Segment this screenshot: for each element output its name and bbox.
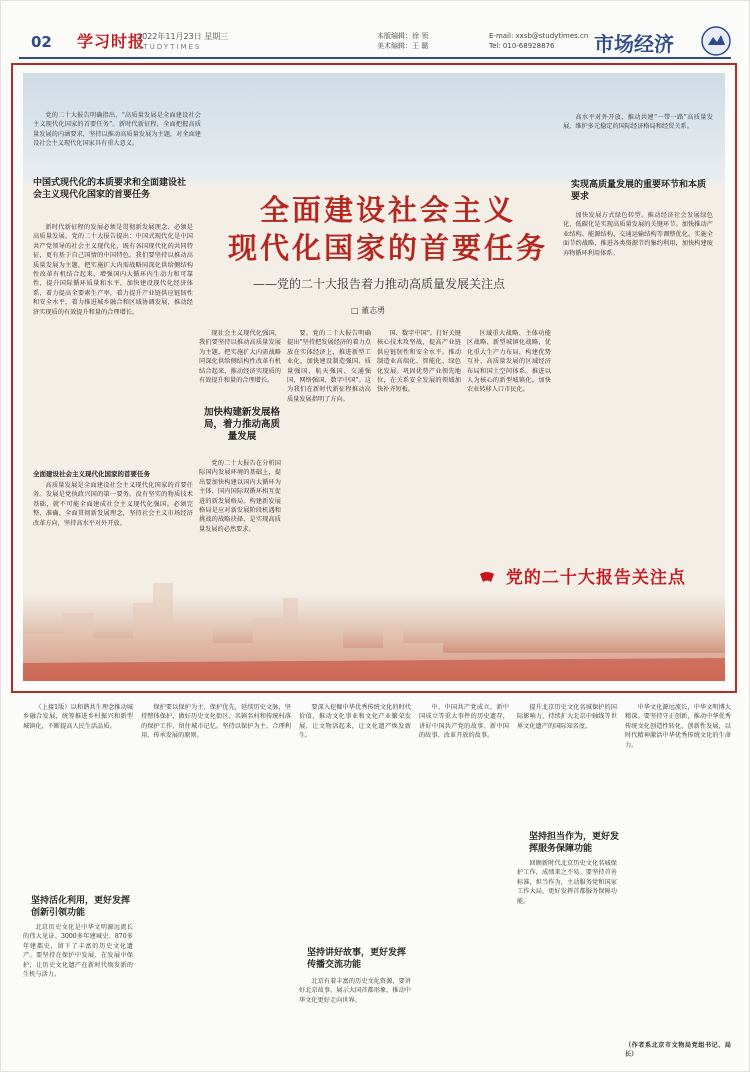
- subheadline: ——党的二十大报告着力推动高质量发展关注点: [253, 277, 506, 291]
- lower-column-1-top: [23, 703, 133, 823]
- editor-line: 本版编辑：徐 领: [377, 32, 429, 40]
- headline-line-1: 全面建设社会主义: [259, 193, 516, 227]
- feature-article: [23, 73, 725, 681]
- column-2b: [199, 459, 281, 589]
- lead-text: 党的二十大报告明确指出，“高质量发展是全面建设社会主义现代化国家的首要任务”。新时代新征程，全面把握高质量发展的内涵要求，坚持以推动高质量发展为主题，对全面建设社会主义现代化国家具有重大意义。: [33, 112, 201, 148]
- lower-column-3: [299, 703, 411, 923]
- section-seal-icon: [699, 25, 733, 57]
- headline-line-2: 现代化国家的首要任务: [227, 231, 548, 265]
- section-title: 市场经济: [594, 32, 674, 56]
- lead-paragraph: [33, 111, 201, 167]
- column-5-text: 区域重大战略、主体功能区战略、新型城镇化战略，优化重大生产力布局，构建优势互补、高质量发展的区域经济布局和国土空间体系。推进以人为核心的新型城镇化，加快农业转移人口市民化。: [467, 330, 551, 394]
- column-1-text: 新时代新征程的发展必须是贯彻新发展理念、必须是高质量发展。党的二十大报告提出：中国式现代化是中国共产党领导的社会主义现代化，既有各国现代化的共同特征，更有基于自己国情的中国特色。我们要坚持以推动高质量发展为主题，把实施扩大内需战略同深化供给侧结构性改革有机结合起来，增强国内大循环内生动力和可靠性，提升国际循环质量和水平，加快建设现代化经济体系，着力提高全要素生产率，着力提升产业链供应链韧性和安全水平，着力推进城乡融合和区域协调发展，推动经济实现质的有效提升和量的合理增长。: [33, 224, 193, 316]
- column-2b-text: 党的二十大报告在分析国际国内发展环境的基础上，提出要加快构建以国内大循环为主体、国内国际双循环相互促进的新发展格局。构建新发展格局是应对新发展阶段机遇和挑战的战略抉择，是实现高质量发展的必然要求。: [199, 460, 281, 533]
- headline: [173, 191, 603, 267]
- brand-latin: STUDYTIMES: [137, 43, 202, 51]
- lower-column-5-text: 提升北京历史文化名城保护的国际影响力，持续扩大北京中轴线等世界文化遗产的国际知名度。: [517, 704, 617, 730]
- column-3: [287, 329, 371, 589]
- lower-column-6-text: 中华文化源远流长，中华文明博大精深。要坚持守正创新，推动中华优秀传统文化创造性转化、创新性发展，以时代精神激活中华优秀传统文化的生命力。: [625, 704, 731, 749]
- column-2-text: 现社会主义现代化强国，我们要坚持以推动高质量发展为主题，把实施扩大内需战略同深化供给侧结构性改革有机结合起来，推动经济实现质的有效提升和量的合理增长。: [199, 330, 281, 385]
- lower-column-1: [23, 923, 133, 1063]
- section-heading-2: 加快构建新发展格局，着力推动高质量发展: [203, 407, 280, 442]
- column-6-text: 加快发展方式绿色转型。推动经济社会发展绿色化、低碳化是实现高质量发展的关键环节。加快推动产业结构、能源结构、交通运输结构等调整优化。实施全面节约战略，推进各类资源节约集约利用，加快构建废弃物循环利用体系。: [563, 212, 713, 257]
- author-note: （作者系北京市文物局党组书记、局长）: [625, 1042, 731, 1059]
- column-1b: [33, 481, 193, 591]
- editor-credits: [377, 31, 428, 51]
- lower-column-1-top-text: （上接1版）以和谐共生理念推动城乡融合发展，统筹推进乡村振兴和新型城镇化，不断提高人民生活品质。: [23, 704, 133, 730]
- column-5: [467, 329, 551, 529]
- column-4: [377, 329, 461, 589]
- lower-heading-a: 坚持活化利用，更好发挥创新引领功能: [31, 896, 131, 918]
- page-number: 02: [31, 33, 52, 51]
- column-1b-text: 高质量发展是全面建设社会主义现代化国家的首要任务。发展是党执政兴国的第一要务。没有坚实的物质技术基础，就不可能全面建成社会主义现代化强国。必须完整、准确、全面贯彻新发展理念，坚持社会主义市场经济改革方向，坚持高水平对外开放。: [33, 482, 193, 527]
- column-6: [563, 211, 713, 491]
- series-stamp: [479, 563, 686, 588]
- ribbon-icon: [479, 570, 495, 586]
- newspaper-brand: 学习时报: [77, 32, 146, 51]
- lower-column-3b-text: 北京有着丰富的历史文化资源，要讲好北京故事，展示大国首都形象，推动中华文化更好走向世界。: [299, 978, 411, 1004]
- lower-column-3b: [299, 977, 411, 1063]
- issue-date: 2022年11月23日 星期三: [137, 32, 229, 41]
- lower-heading-c: 坚持担当作为，更好发挥服务保障功能: [529, 832, 620, 854]
- lower-column-2-text: 保护要以保护为主、保护优先，延续历史文脉，坚持整体保护，做好历史文化街区、名镇名村和传统村落的保护工作，留住城市记忆。坚持以保护为主、合理利用、传承发展的原则。: [141, 704, 291, 740]
- lower-column-4-text: 中、中国共产党成立、新中国成立等重大事件的历史遗存，讲好中国共产党的故事、新中国的故事、改革开放的故事。: [419, 704, 509, 740]
- column-6-top-text: 高水平对外开放，推动共建“一带一路”高质量发展，维护多元稳定的国际经济格局和经贸关系。: [563, 114, 713, 131]
- column-3-text: 要。党的二十大报告明确提出“坚持把发展经济的着力点放在实体经济上，推进新型工业化，加快建设制造强国、质量强国、航天强国、交通强国、网络强国、数字中国”。这为我们在新时代新征程推动高质量发展指明了方向。: [287, 330, 371, 403]
- lower-column-3-text: 要深入挖掘中华优秀传统文化的时代价值，推动文化事业和文化产业繁荣发展，让文物活起来，让文化遗产焕发新生。: [299, 704, 411, 740]
- lower-column-1-text: 北京历史文化是中华文明源远流长的伟大见证。3000多年建城史、870多年建都史，留下了丰富的历史文化遗产。要坚持在保护中发展、在发展中保护，让历史文化遗产在新时代焕发新的生机与活力。: [23, 924, 133, 979]
- column-4-text: 国、数字中国”。打好关键核心技术攻坚战，提高产业链供应链韧性和安全水平。推动制造业高端化、智能化、绿色化发展。巩固优势产业领先地位，在关系安全发展的领域加快补齐短板。: [377, 330, 461, 394]
- lower-column-5: [517, 703, 617, 813]
- column-6-top: [563, 113, 713, 169]
- lower-column-4: [419, 703, 509, 1063]
- section-heading-3: 实现高质量发展的重要环节和本质要求: [571, 180, 707, 202]
- lower-column-5b: [517, 859, 617, 1063]
- editor-line: 美术编辑：王 璐: [377, 42, 429, 50]
- lower-column-6: [625, 703, 731, 1033]
- phone-line: Tel: 010-68928876: [489, 42, 555, 50]
- column-1-subhead: 全面建设社会主义现代化国家的首要任务: [33, 470, 150, 478]
- contact-info: [489, 31, 588, 51]
- lower-heading-b: 坚持讲好故事，更好发挥传播交流功能: [307, 948, 407, 970]
- byline: □ 董志勇: [351, 306, 386, 315]
- masthead: [19, 25, 731, 59]
- lower-column-5b-text: 回顾新时代北京历史文化名城保护工作，成绩来之不易。要坚持首善标准，担当作为，主动服务党和国家工作大局，更好发挥首都服务保障功能。: [517, 860, 617, 905]
- stamp-text: 党的二十大报告关注点: [505, 568, 686, 588]
- column-1: [33, 223, 193, 463]
- section-heading-1: 中国式现代化的本质要求和全面建设社会主义现代化国家的首要任务: [33, 178, 187, 200]
- column-2: [199, 329, 281, 401]
- email-line: E-mail: xxsb@studytimes.cn: [489, 32, 589, 40]
- lower-column-2: [141, 703, 291, 1063]
